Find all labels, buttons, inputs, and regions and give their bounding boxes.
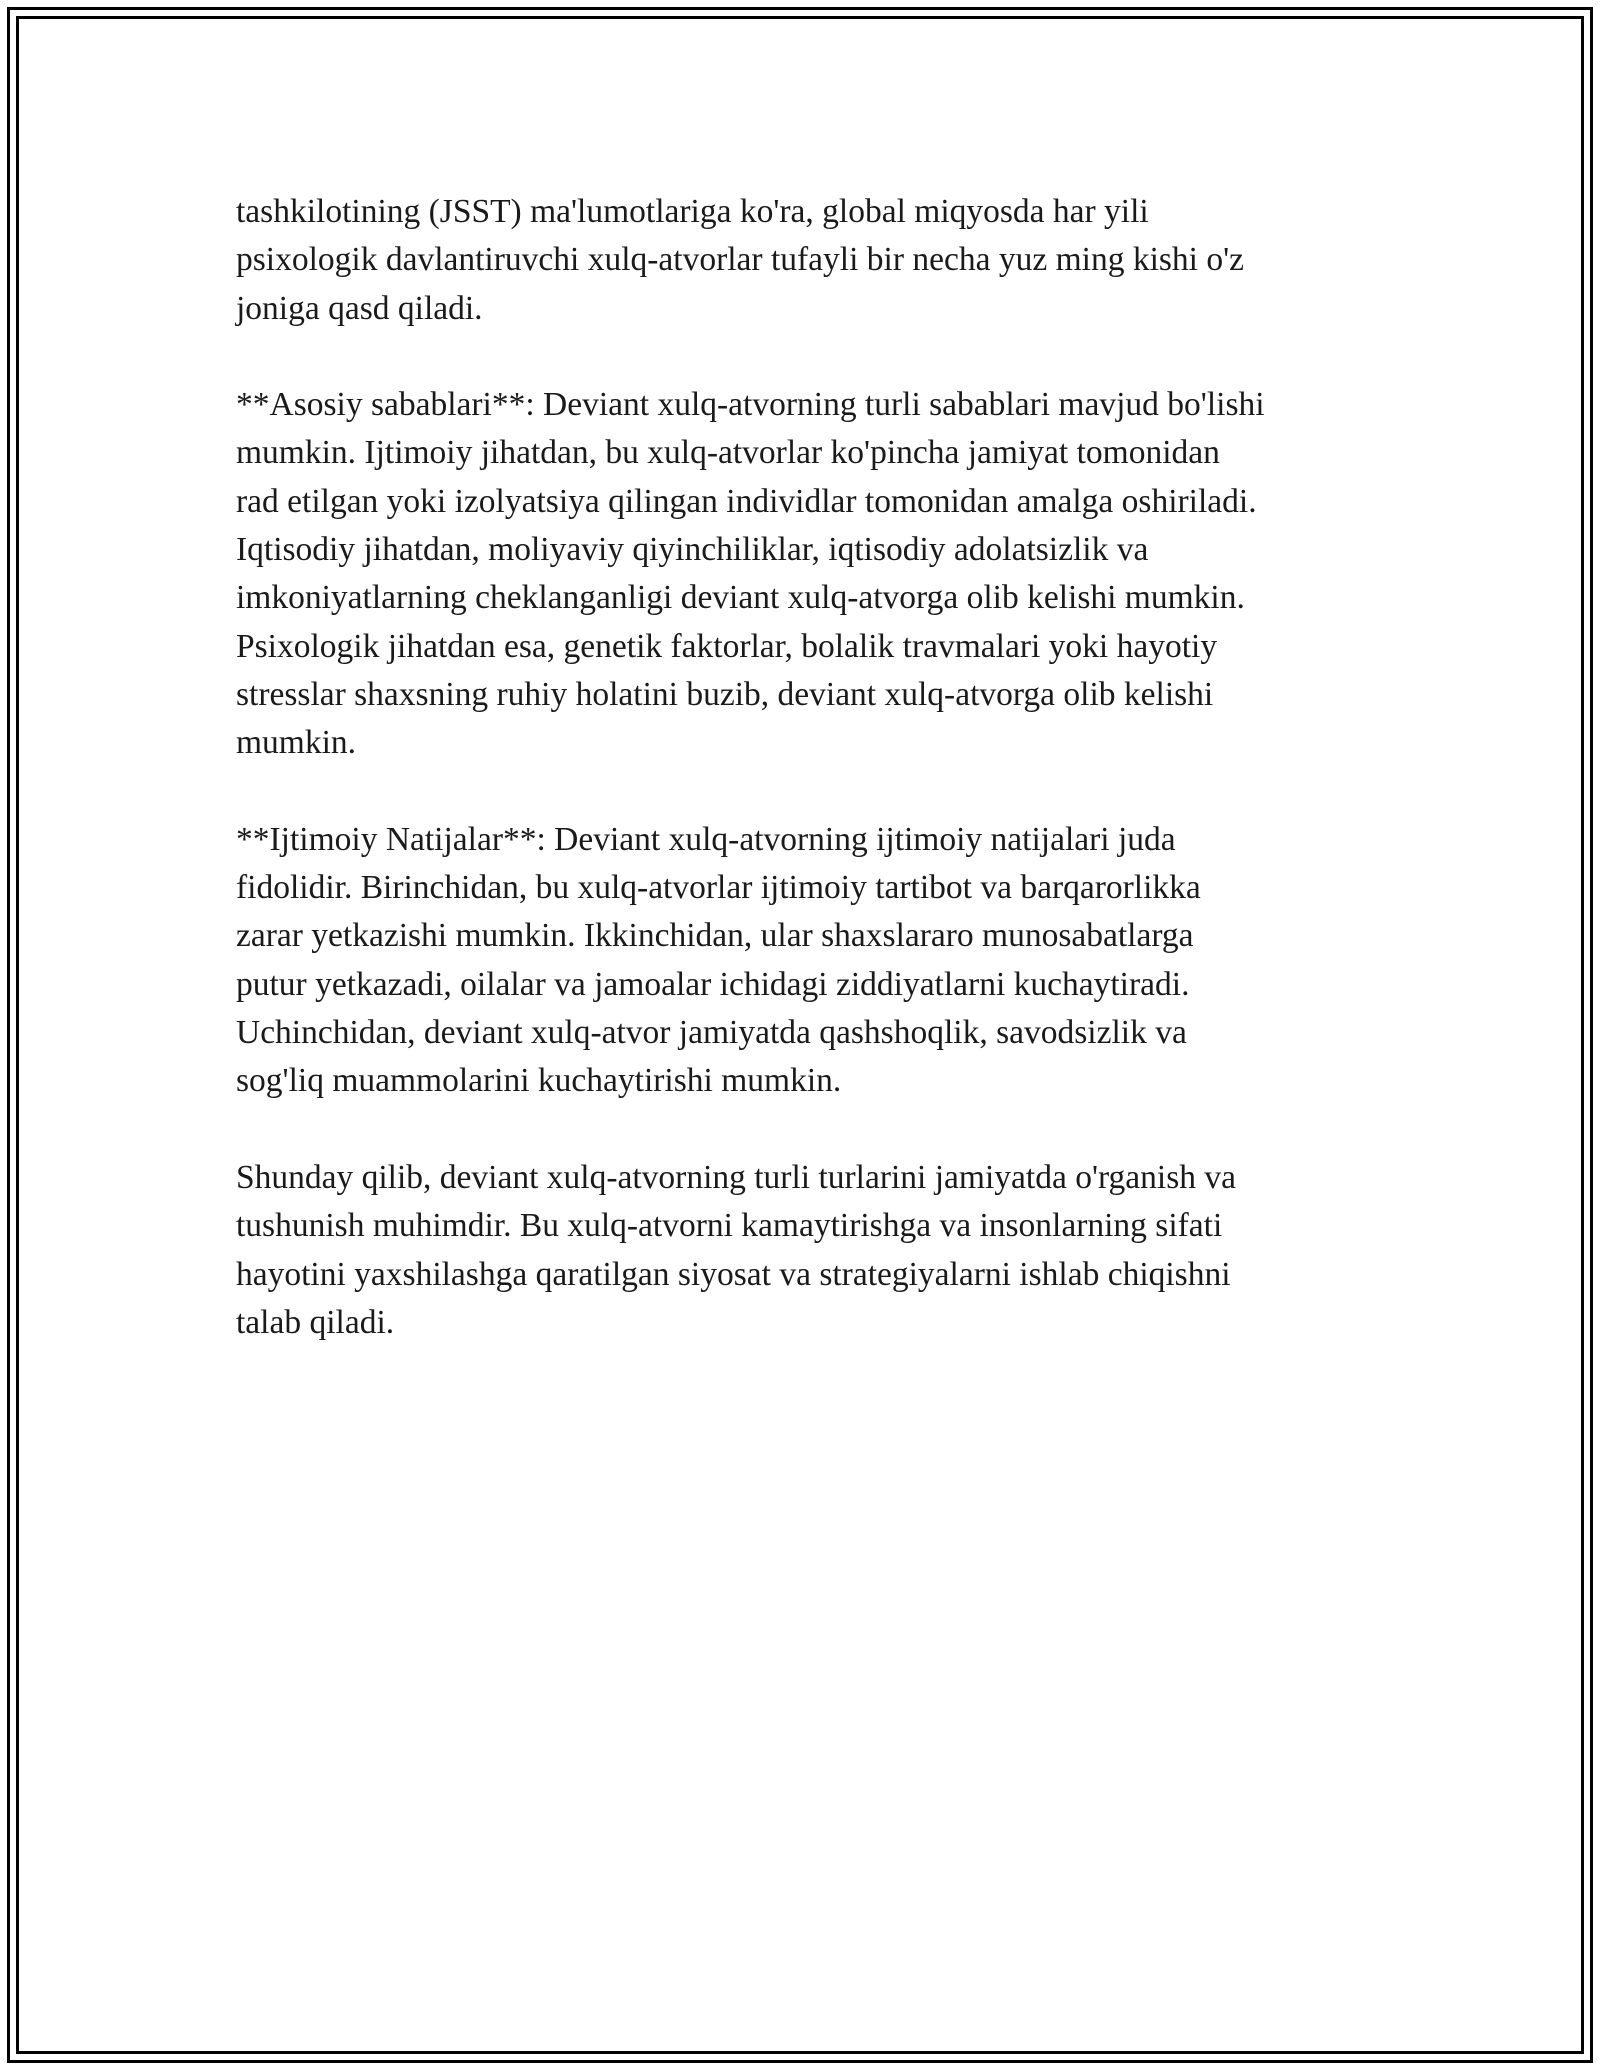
text-line: psixologik davlantiruvchi xulq-atvorlar tufayli bir necha yuz ming kishi o'z xyxy=(236,241,1245,279)
text-line: talab qiladi. xyxy=(236,1303,395,1341)
paragraph-conclusion xyxy=(236,1154,1386,1347)
text-line: rad etilgan yoki izolyatsiya qilingan individlar tomonidan amalga oshiriladi. xyxy=(236,482,1257,520)
text-line: Uchinchidan, deviant xulq-atvor jamiyatda qashshoqlik, savodsizlik va xyxy=(236,1014,1187,1052)
text-line: mumkin. Ijtimoiy jihatdan, bu xulq-atvorlar ko'pincha jamiyat tomonidan xyxy=(236,434,1220,472)
text-line: Psixologik jihatdan esa, genetik faktorlar, bolalik travmalari yoki hayotiy xyxy=(236,627,1218,665)
document-body xyxy=(236,188,1386,1395)
text-line: imkoniyatlarning cheklanganligi deviant xulq-atvorga olib kelishi mumkin. xyxy=(236,579,1245,617)
document-page xyxy=(7,7,1593,2063)
text-line: fidolidir. Birinchidan, bu xulq-atvorlar ijtimoiy tartibot va barqarorlikka xyxy=(236,869,1201,907)
text-line: tashkilotining (JSST) ma'lumotlariga ko'ra, global miqyosda har yili xyxy=(236,193,1149,230)
paragraph-social-consequences xyxy=(236,816,1386,1106)
text-line: **Asosiy sabablari**: Deviant xulq-atvorning turli sabablari mavjud bo'lishi xyxy=(236,386,1265,424)
text-line: hayotini yaxshilashga qaratilgan siyosat va strategiyalarni ishlab chiqishni xyxy=(236,1255,1231,1293)
paragraph-main-causes xyxy=(236,381,1386,767)
text-line: **Ijtimoiy Natijalar**: Deviant xulq-atvorning ijtimoiy natijalari juda xyxy=(236,820,1176,858)
text-line: putur yetkazadi, oilalar va jamoalar ichidagi ziddiyatlarni kuchaytiradi. xyxy=(236,965,1190,1003)
text-line: Shunday qilib, deviant xulq-atvorning turli turlarini jamiyatda o'rganish va xyxy=(236,1158,1236,1196)
text-line: tushunish muhimdir. Bu xulq-atvorni kamaytirishga va insonlarning sifati xyxy=(236,1207,1223,1245)
text-line: zarar yetkazishi mumkin. Ikkinchidan, ular shaxslararo munosabatlarga xyxy=(236,917,1194,955)
text-line: stresslar shaxsning ruhiy holatini buzib, deviant xulq-atvorga olib kelishi xyxy=(236,675,1214,713)
text-line: sog'liq muammolarini kuchaytirishi mumkin. xyxy=(236,1062,842,1100)
text-line: joniga qasd qiladi. xyxy=(236,289,483,327)
text-line: mumkin. xyxy=(236,724,357,762)
paragraph-intro-continuation xyxy=(236,188,1386,333)
text-line: Iqtisodiy jihatdan, moliyaviy qiyinchiliklar, iqtisodiy adolatsizlik va xyxy=(236,531,1149,569)
